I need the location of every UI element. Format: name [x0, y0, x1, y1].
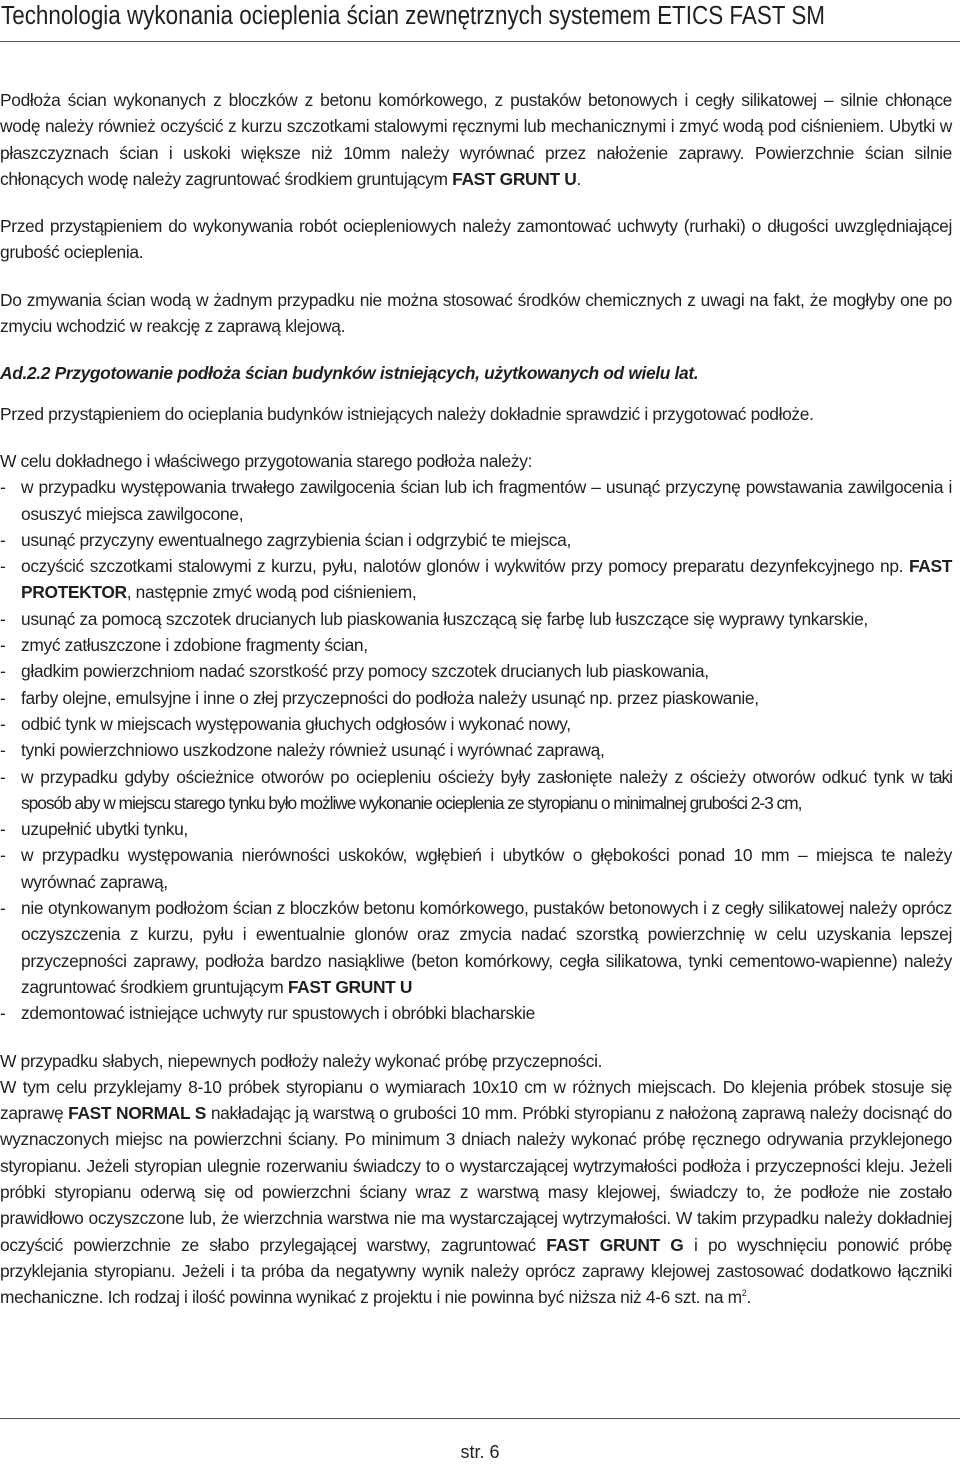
document-body	[0, 87, 952, 1310]
list-item: - w przypadku występowania trwałego zawilgocenia ścian lub ich fragmentów – usunąć przyczynę powstawania zawilgocenia i osuszyć miejsca zawilgocone,	[0, 474, 952, 527]
list-dash: -	[0, 740, 6, 761]
paragraph-adhesion-test: W tym celu przyklejamy 8-10 próbek styropianu o wymiarach 10x10 cm w różnych miejscach. Do klejenia próbek stosuje się zaprawę FAST NORMAL S nakładając ją warstwą o grubości 10 mm. Próbki styropianu z nałożoną zaprawą należy docisnąć do wyznaczonych miejsc na powierzchni ściany. Po minimum 3 dniach należy wykonać próbę ręcznego odrywania przyklejonego styropianu. Jeżeli styropian ulegnie rozerwaniu świadczy to o wystarczającej wytrzymałości podłoża i przyczepności kleju. Jeżeli próbki styropianu oderwą się od powierzchni ściany wraz z warstwą masy klejowej, świadczy to, że podłoże nie zostało prawidłowo oczyszczone lub, że wierzchnia warstwa nie ma wystarczającej wytrzymałości. W takim przypadku należy dokładniej oczyścić powierzchnie ze słabo przylegającej warstwy, zagruntować FAST GRUNT G i po wyschnięciu ponowić próbę przyklejania styropianu. Jeżeli i ta próba da negatywny wynik należy oprócz zaprawy klejowej zastosować dodatkowo łączniki mechaniczne. Ich rodzaj i ilość powinna wynikać z projektu i nie powinna być niższa niż 4-6 szt. na $m^2$.	[0, 1076, 953, 1308]
paragraph-list-intro: W celu dokładnego i właściwego przygotowania starego podłoża należy:	[0, 450, 533, 471]
list-item: - w przypadku gdyby ościeżnice otworów po ociepleniu ościeży były zasłonięte należy z ościeży otworów odkuć tynk w taki sposób aby w miejscu starego tynku było możliwe wykonanie ocieplenia ze styropianu o minimalnej grubości 2-3 cm,	[0, 764, 952, 817]
list-dash: -	[0, 898, 6, 919]
paragraph-washing-warning: Do zmywania ścian wodą w żadnym przypadku nie można stosować środków chemicznych z uwagi na fakt, że mogłyby one po zmyciu wchodzić w reakcję z zaprawą klejową.	[0, 289, 952, 337]
list-item: - usunąć przyczyny ewentualnego zagrzybienia ścian i odgrzybić te miejsca,	[0, 527, 952, 553]
paragraph-existing-buildings: Przed przystąpieniem do ocieplania budynków istniejących należy dokładnie sprawdzić i przygotować podłoże.	[0, 403, 814, 424]
page-title: Technologia wykonania ocieplenia ścian zewnętrznych systemem ETICS FAST SM	[1, 2, 826, 30]
product-name: FAST GRUNT U	[287, 976, 413, 997]
footer-divider	[0, 1418, 960, 1419]
paragraph-substrate-cleaning	[0, 87, 952, 192]
preparation-steps-list	[0, 474, 952, 1026]
list-item: - zdemontować istniejące uchwyty rur spustowych i obróbki blacharskie	[0, 1000, 952, 1026]
list-item: - usunąć za pomocą szczotek drucianych lub piaskowania łuszczącą się farbę lub łuszczące się wyprawy tynkarskie,	[0, 606, 952, 632]
list-dash: -	[0, 635, 6, 656]
paragraph-text: Podłoża ścian wykonanych z bloczków z betonu komórkowego, z pustaków betonowych i cegły silikatowej – silnie chłonące wodę należy również oczyścić z kurzu szczotkami stalowymi ręcznymi lub mechanicznymi i zmyć wodą pod ciśnieniem. Ubytki w płaszczyznach ścian i uskoki większe niż 10mm należy wyrównać przez nałożenie zaprawy. Powierzchnie ścian silnie chłonących wodę należy zagruntować środkiem gruntującym	[0, 90, 952, 189]
list-item: - nie otynkowanym podłożom ścian z bloczków betonu komórkowego, pustaków betonowych i z cegły silikatowej należy oprócz oczyszczenia z kurzu, pyłu i ewentualnie glonów oraz zmycia nadać szorstką powierzchnię w celu uzyskania lepszej przyczepności zaprawy, podłoża bardzo nasiąkliwe (beton komórkowy, cegła silikatowa, tynki cementowo-wapienne) należy zagruntować środkiem gruntującym FAST GRUNT U	[0, 895, 952, 1000]
list-item: - odbić tynk w miejscach występowania głuchych odgłosów i wykonać nowy,	[0, 711, 952, 737]
list-dash: -	[0, 766, 6, 787]
list-item: - tynki powierzchniowo uszkodzone należy również usunąć i wyrównać zaprawą,	[0, 737, 952, 763]
list-item: - w przypadku występowania nierówności uskoków, wgłębień i ubytków o głębokości ponad 10 mm – miejsca te należy wyrównać zaprawą,	[0, 842, 952, 895]
list-dash: -	[0, 661, 6, 682]
list-dash: -	[0, 713, 6, 734]
paragraph-pipe-holders: Przed przystąpieniem do wykonywania robót ociepleniowych należy zamontować uchwyty (rurhaki) o długości uwzględniającej grubość ocieplenia.	[0, 216, 952, 263]
paragraph-adhesion-test-intro: W przypadku słabych, niepewnych podłoży należy wykonać próbę przyczepności.	[0, 1050, 603, 1071]
list-dash: -	[0, 556, 6, 577]
paragraph-text: .	[576, 168, 581, 189]
list-dash: -	[0, 687, 6, 708]
list-dash: -	[0, 529, 6, 550]
list-dash: -	[0, 845, 6, 866]
superscript: 2	[741, 1288, 747, 1299]
list-item: - zmyć zatłuszczone i zdobione fragmenty ścian,	[0, 632, 952, 658]
product-name: FAST PROTEKTOR	[21, 556, 952, 603]
product-name: FAST NORMAL S	[68, 1103, 206, 1124]
list-dash: -	[0, 608, 6, 629]
title-divider	[0, 41, 960, 42]
section-heading: Ad.2.2 Przygotowanie podłoża ścian budynków istniejących, użytkowanych od wielu lat.	[0, 363, 699, 384]
product-name: FAST GRUNT G	[546, 1234, 684, 1255]
list-dash: -	[0, 1003, 6, 1024]
list-item: - oczyścić szczotkami stalowymi z kurzu, pyłu, nalotów glonów i wykwitów przy pomocy preparatu dezynfekcyjnego np. FAST PROTEKTOR, następnie zmyć wodą pod ciśnieniem,	[0, 553, 952, 606]
list-dash: -	[0, 477, 6, 498]
product-name: FAST GRUNT U	[452, 168, 577, 189]
list-item: - uzupełnić ubytki tynku,	[0, 816, 952, 842]
list-item: - farby olejne, emulsyjne i inne o złej przyczepności do podłoża należy usunąć np. przez piaskowanie,	[0, 685, 952, 711]
page-number: str. 6	[460, 1442, 500, 1462]
list-dash: -	[0, 819, 6, 840]
list-item: - gładkim powierzchniom nadać szorstkość przy pomocy szczotek drucianych lub piaskowania,	[0, 658, 952, 684]
